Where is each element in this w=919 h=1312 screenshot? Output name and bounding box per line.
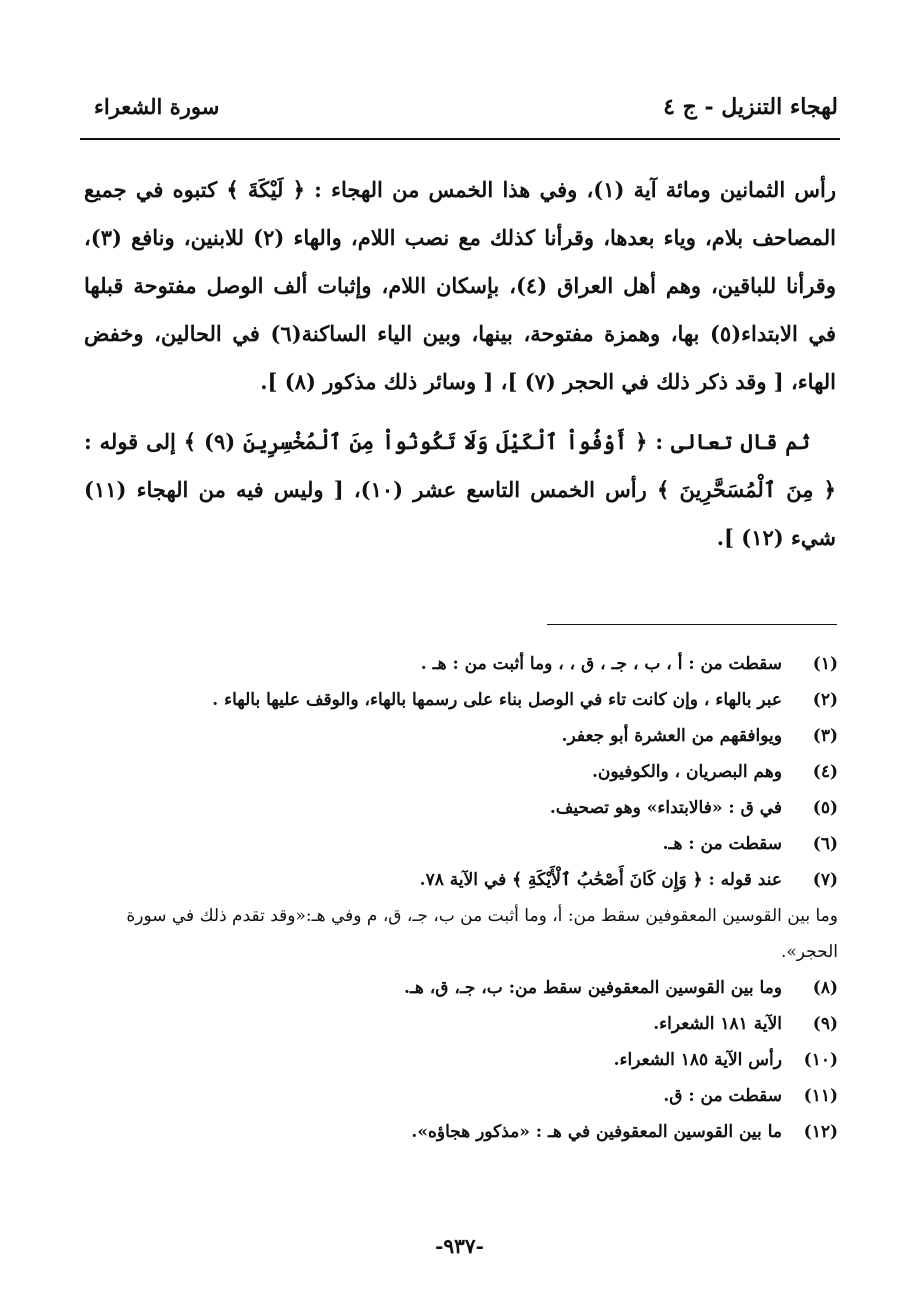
footnote-text: ما بين القوسين المعقوفين في هـ : «مذكور هجاؤه». [411,1122,782,1142]
footnote-text: ويوافقهم من العشرة أبو جعفر. [561,726,782,746]
footnote-text: عند قوله : ﴿ وَإِن كَانَ أَصْحَٰبُ ٱلْأَيْكَةِ ﴾ في الآية ٧٨. [419,870,782,890]
footnote-number: (٦) [812,834,838,854]
paragraph-1: رأس الثمانين ومائة آية (١)، وفي هذا الخمس من الهجاء : ﴿ لَيْكَةَ ﴾ كتبوه في جميع المصاحف بلام، وياء بعدها، وقرأنا كذلك مع نصب اللام، والهاء (٢) للابنين، ونافع (٣)، وقرأنا للباقين، وهم أهل العراق (٤)، بإسكان اللام، وإثبات ألف الوصل مفتوحة قبلها في الابتداء(٥) بها، وهمزة مفتوحة، بينها، وبين الياء الساكنة(٦) في الحالين، وخفض الهاء، [ وقد ذكر ذلك في الحجر (٧) ]، [ وسائر ذلك مذكور (٨) ]. [84,177,836,394]
main-text [84,166,836,574]
footnote-item [84,1042,838,1078]
footnote-number: (٧) [812,870,838,890]
footnotes-list [84,646,838,1150]
footnote-item [84,718,838,754]
footnote-divider [547,624,837,625]
footnote-number: (١١) [803,1086,838,1106]
footnote-text: وما بين القوسين المعقوفين سقط من: ب، جـ، ق، هـ. [404,978,782,998]
footnote-number: (٩) [812,1014,838,1034]
footnote-item [84,1114,838,1150]
paragraph-2: ثم قال تعالى : ﴿ أَوْفُواْ ٱلْكَيْلَ وَلَا تَكُونُواْ مِنَ ٱلْمُخْسِرِينَ (٩) ﴾ إلى قوله : ﴿ مِنَ ٱلْمُسَحَّرِينَ ﴾ رأس الخمس التاسع عشر (١٠)، [ وليس فيه من الهجاء (١١) شيء (١٢) ]. [84,429,836,550]
footnote-number: (١) [812,654,838,674]
footnote-item [84,826,838,862]
footnote-item [84,1078,838,1114]
header-divider [80,138,840,140]
footnote-text: وما بين القوسين المعقوفين سقط من: أ، وما أثبت من ب، جـ، ق، م وفي هـ:«وقد تقدم ذلك في سورة الحجر». [126,906,838,962]
footnote-item [84,682,838,718]
footnote-number: (١٢) [803,1122,838,1142]
footnote-number: (٣) [812,726,838,746]
footnote-item [84,970,838,1006]
footnote-number: (٥) [812,798,838,818]
footnote-text: سقطت من : أ ، ب ، جـ ، ق ، ، وما أثبت من : هـ . [420,654,782,674]
footnote-text: وهم البصريان ، والكوفيون. [591,762,782,782]
footnote-item [84,646,838,682]
footnote-number: (٨) [812,978,838,998]
footnote-number: (٢) [812,690,838,710]
footnote-item [84,862,838,898]
footnote-item [84,790,838,826]
surah-title: سورة الشعراء [94,94,220,119]
footnote-text: سقطت من : هـ. [662,834,782,854]
footnote-text: سقطت من : ق. [663,1086,782,1106]
book-title: لهجاء التنزيل - ج ٤ [663,94,838,120]
footnote-text: رأس الآية ١٨٥ الشعراء. [613,1050,782,1070]
footnote-continuation [84,898,838,970]
page-header [88,88,838,128]
footnote-item [84,1006,838,1042]
page-number: -٩٣٧- [435,1234,484,1258]
footnote-text: الآية ١٨١ الشعراء. [653,1014,782,1034]
footnote-number: (١٠) [803,1050,838,1070]
footnote-text: في ق : «فالابتداء» وهو تصحيف. [549,798,782,818]
footnote-text: عبر بالهاء ، وإن كانت تاء في الوصل بناء على رسمها بالهاء، والوقف عليها بالهاء . [212,690,782,710]
footnote-number: (٤) [812,762,838,782]
footnote-item [84,754,838,790]
